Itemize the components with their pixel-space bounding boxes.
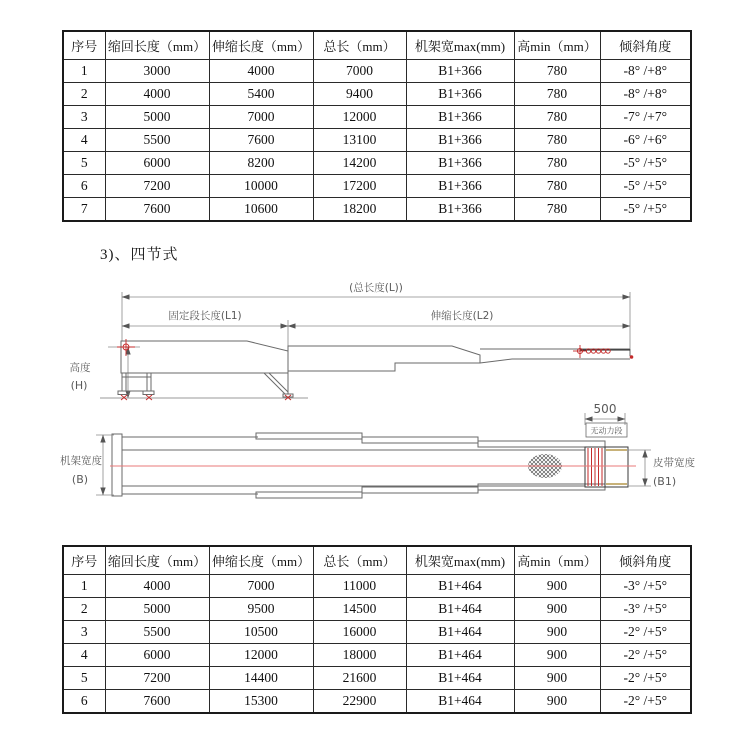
table-row xyxy=(63,83,691,106)
table-body xyxy=(63,60,691,222)
table-cell: 7000 xyxy=(313,60,406,83)
table-cell: 780 xyxy=(514,129,600,152)
table-row xyxy=(63,575,691,598)
table-cell: B1+366 xyxy=(406,175,514,198)
table-cell: 4 xyxy=(63,644,105,667)
table-cell: 7600 xyxy=(105,690,209,714)
table-row xyxy=(63,598,691,621)
table-cell: 7000 xyxy=(209,575,313,598)
table-cell: 11000 xyxy=(313,575,406,598)
label-fixed-length: 固定段长度(L1) xyxy=(168,310,242,322)
table-header-cell: 机架宽max(mm) xyxy=(406,546,514,575)
dimension-lines-side xyxy=(108,292,630,398)
table-cell: 1 xyxy=(63,60,105,83)
table-header-cell: 缩回长度（mm） xyxy=(105,31,209,60)
table-cell: -2° /+5° xyxy=(600,667,691,690)
table-cell: -2° /+5° xyxy=(600,690,691,714)
table-cell: 4000 xyxy=(105,83,209,106)
table-cell: 7600 xyxy=(209,129,313,152)
table-cell: 9400 xyxy=(313,83,406,106)
table-cell: 780 xyxy=(514,106,600,129)
table-cell: 4000 xyxy=(105,575,209,598)
table-cell: 7200 xyxy=(105,175,209,198)
belt-edge-lines xyxy=(606,450,627,484)
table-cell: 900 xyxy=(514,575,600,598)
table-cell: 5 xyxy=(63,152,105,175)
table-cell: 4 xyxy=(63,129,105,152)
table-cell: 5000 xyxy=(105,598,209,621)
table-cell: 15300 xyxy=(209,690,313,714)
table-cell: 8200 xyxy=(209,152,313,175)
table-cell: -2° /+5° xyxy=(600,621,691,644)
table-cell: 3000 xyxy=(105,60,209,83)
table-cell: 900 xyxy=(514,690,600,714)
table-cell: -8° /+8° xyxy=(600,83,691,106)
table-cell: 2 xyxy=(63,598,105,621)
table-cell: B1+464 xyxy=(406,644,514,667)
table-header-cell: 倾斜角度 xyxy=(600,546,691,575)
table-cell: B1+366 xyxy=(406,83,514,106)
table-header-cell: 缩回长度（mm） xyxy=(105,546,209,575)
table-row xyxy=(63,152,691,175)
table-cell: 6 xyxy=(63,690,105,714)
table-cell: -5° /+5° xyxy=(600,175,691,198)
table-cell: 7 xyxy=(63,198,105,222)
label-frame-width-cn: 机架宽度 xyxy=(60,455,102,467)
table-header-cell: 高min（mm） xyxy=(514,546,600,575)
table-cell: 1 xyxy=(63,575,105,598)
table-cell: 7600 xyxy=(105,198,209,222)
table-cell: 780 xyxy=(514,175,600,198)
table-cell: -3° /+5° xyxy=(600,575,691,598)
table-cell: 5 xyxy=(63,667,105,690)
table-header-cell: 高min（mm） xyxy=(514,31,600,60)
table-cell: 780 xyxy=(514,152,600,175)
side-view xyxy=(118,341,630,397)
table-cell: 6000 xyxy=(105,644,209,667)
table-cell: -3° /+5° xyxy=(600,598,691,621)
table-cell: B1+464 xyxy=(406,667,514,690)
table-header-cell: 总长（mm） xyxy=(313,546,406,575)
table-cell: 5500 xyxy=(105,129,209,152)
table-row xyxy=(63,198,691,222)
dimension-lines-plan xyxy=(96,413,651,495)
table-header-row xyxy=(63,31,691,60)
table-header-cell: 伸缩长度（mm） xyxy=(209,546,313,575)
table-cell: 22900 xyxy=(313,690,406,714)
table-cell: 5400 xyxy=(209,83,313,106)
table-cell: -6° /+6° xyxy=(600,129,691,152)
table-cell: 900 xyxy=(514,667,600,690)
table-row xyxy=(63,106,691,129)
table-cell: 12000 xyxy=(313,106,406,129)
label-frame-width-sym: (B) xyxy=(71,473,89,486)
table-cell: 5000 xyxy=(105,106,209,129)
section-heading: 3)、四节式 xyxy=(100,247,179,263)
table-cell: B1+366 xyxy=(406,198,514,222)
table-row xyxy=(63,60,691,83)
table-cell: 7200 xyxy=(105,667,209,690)
label-unpowered-section: 无动力段 xyxy=(590,426,623,436)
table-cell: 900 xyxy=(514,621,600,644)
table-cell: B1+464 xyxy=(406,690,514,714)
table-cell: -5° /+5° xyxy=(600,152,691,175)
datum-marks-side xyxy=(117,339,633,400)
table-cell: B1+464 xyxy=(406,598,514,621)
table-header-cell: 总长（mm） xyxy=(313,31,406,60)
table-cell: 10600 xyxy=(209,198,313,222)
table-row xyxy=(63,690,691,714)
table-row xyxy=(63,621,691,644)
table-cell: 14400 xyxy=(209,667,313,690)
label-dim-500: 500 xyxy=(593,402,617,416)
table-cell: 3 xyxy=(63,621,105,644)
assembly-diagram xyxy=(0,270,753,520)
table-cell: 13100 xyxy=(313,129,406,152)
table-cell: 12000 xyxy=(209,644,313,667)
table-header-cell: 倾斜角度 xyxy=(600,31,691,60)
table-header-cell: 伸缩长度（mm） xyxy=(209,31,313,60)
label-belt-width-sym: (B1) xyxy=(653,475,677,488)
table-cell: 6 xyxy=(63,175,105,198)
table-cell: 18000 xyxy=(313,644,406,667)
label-height-cn: 高度 xyxy=(69,362,91,374)
table-cell: -8° /+8° xyxy=(600,60,691,83)
table-cell: 17200 xyxy=(313,175,406,198)
table-cell: 21600 xyxy=(313,667,406,690)
table-row xyxy=(63,667,691,690)
table-row xyxy=(63,129,691,152)
table-cell: 14200 xyxy=(313,152,406,175)
table-cell: 9500 xyxy=(209,598,313,621)
table-cell: 18200 xyxy=(313,198,406,222)
label-height-sym: (H) xyxy=(70,379,88,392)
table-header-row xyxy=(63,546,691,575)
table-cell: 4000 xyxy=(209,60,313,83)
table-cell: B1+464 xyxy=(406,575,514,598)
label-belt-width-cn: 皮带宽度 xyxy=(653,457,695,469)
table-cell: 3 xyxy=(63,106,105,129)
table-cell: -7° /+7° xyxy=(600,106,691,129)
table-cell: 6000 xyxy=(105,152,209,175)
label-total-length: (总长度(L)) xyxy=(349,282,403,294)
spec-table-four-section xyxy=(62,545,692,714)
table-cell: B1+464 xyxy=(406,621,514,644)
table-cell: 14500 xyxy=(313,598,406,621)
table-header-cell: 机架宽max(mm) xyxy=(406,31,514,60)
table-cell: -5° /+5° xyxy=(600,198,691,222)
table-cell: 5500 xyxy=(105,621,209,644)
table-body xyxy=(63,575,691,714)
table-cell: B1+366 xyxy=(406,60,514,83)
table-cell: -2° /+5° xyxy=(600,644,691,667)
table-cell: 780 xyxy=(514,198,600,222)
table-row xyxy=(63,175,691,198)
table-cell: 780 xyxy=(514,60,600,83)
table-header-cell: 序号 xyxy=(63,546,105,575)
table-cell: 10500 xyxy=(209,621,313,644)
table-cell: 900 xyxy=(514,598,600,621)
roller-stripes xyxy=(588,448,602,486)
table-cell: 780 xyxy=(514,83,600,106)
table-cell: B1+366 xyxy=(406,152,514,175)
table-cell: 900 xyxy=(514,644,600,667)
table-cell: 2 xyxy=(63,83,105,106)
table-cell: 10000 xyxy=(209,175,313,198)
table-row xyxy=(63,644,691,667)
table-cell: 16000 xyxy=(313,621,406,644)
table-cell: B1+366 xyxy=(406,129,514,152)
spec-table-three-section xyxy=(62,30,692,222)
table-header-cell: 序号 xyxy=(63,31,105,60)
table-cell: B1+366 xyxy=(406,106,514,129)
table-cell: 7000 xyxy=(209,106,313,129)
label-telescopic-length: 伸缩长度(L2) xyxy=(430,310,494,322)
